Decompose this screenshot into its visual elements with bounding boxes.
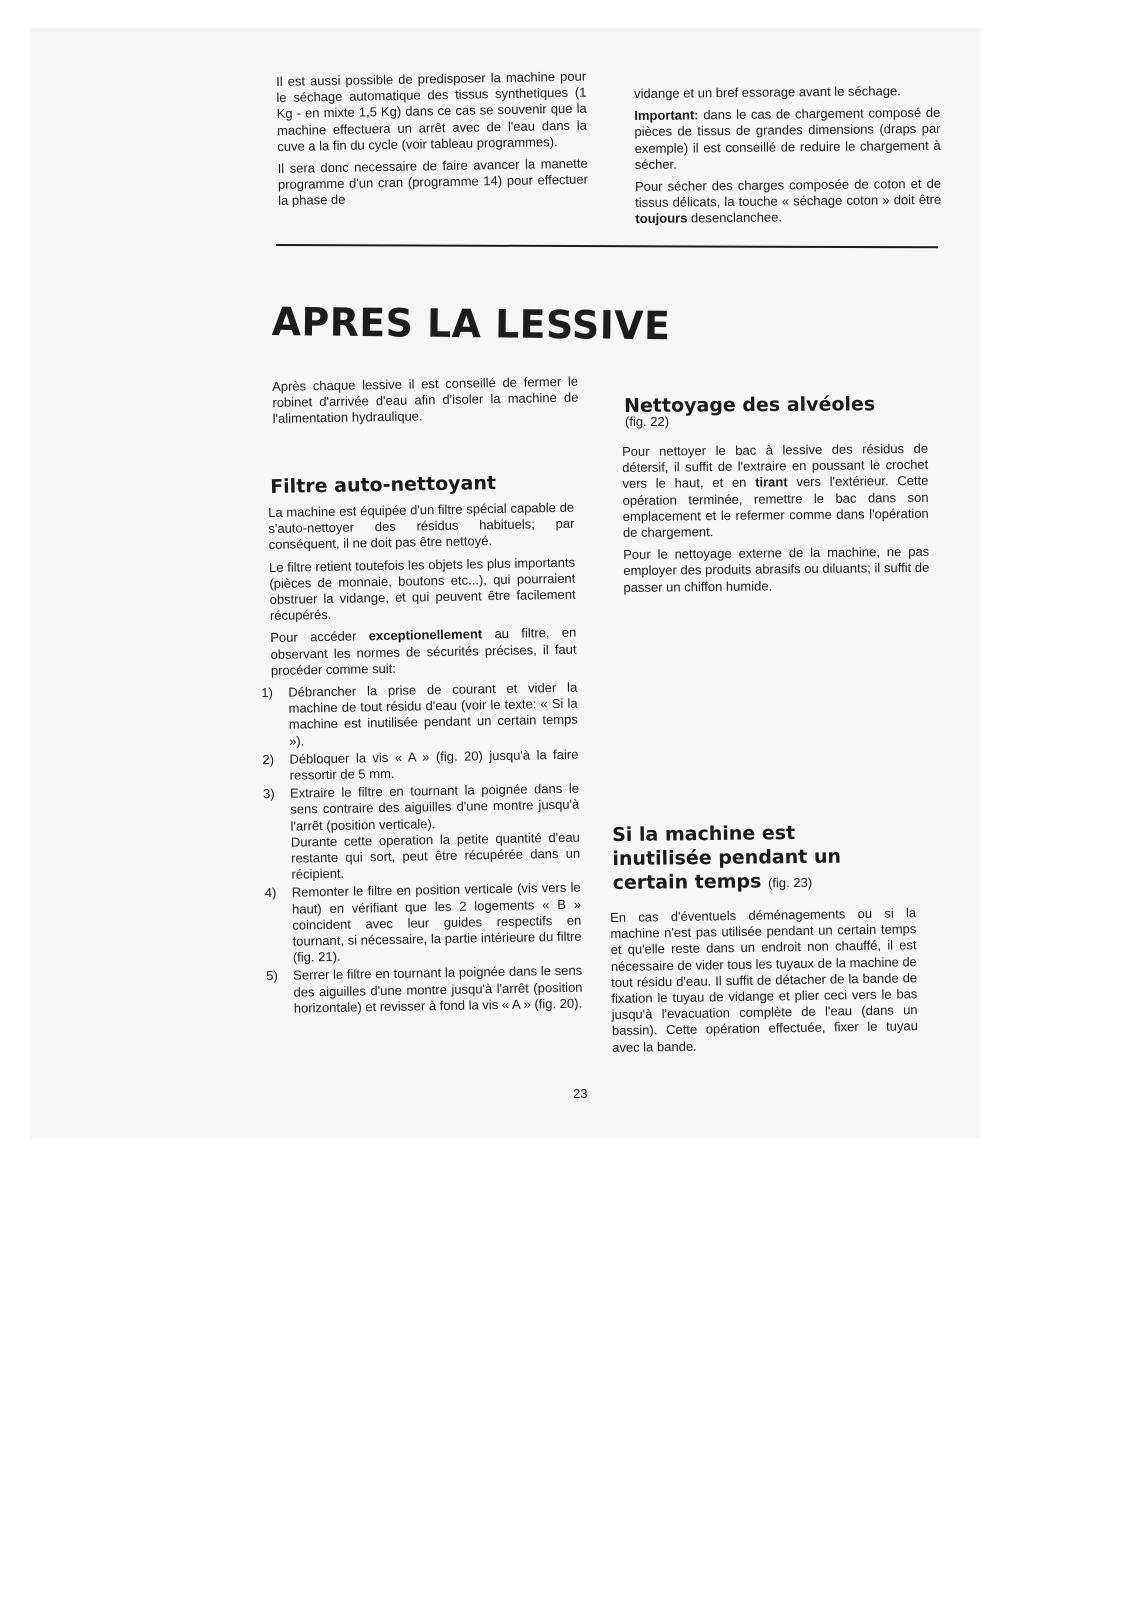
step-text: Remonter le filtre en position verticale (vis vers le haut) en vérifiant que les 2 logements « B » coincident avec leur guides respectifs en tournant, si nécessaire, la partie intérieure du filtre (fig. 21). [291, 880, 582, 965]
list-item [262, 746, 579, 784]
important-paragraph [634, 105, 941, 173]
top-right-paragraph-3 [635, 176, 941, 228]
nettoyage-p1-part-a: Pour nettoyer le bac à lessive des résidus de détersif, il suffit de l'extraire en poussant le crochet vers le haut, et en [622, 440, 929, 492]
filtre-paragraph-2: Le filtre retient toutefois les objets les plus importants (pièces de monnaie, boutons etc...), qui pourraient obstruer la vidange, et qui peuvent être facilement récupérés. [268, 554, 576, 624]
intro-paragraph [272, 374, 579, 434]
nettoyage-paragraph-2: Pour le nettoyage externe de la machine, ne pas employer des produits abrasifs ou diluants; il suffit de passer un chiffon humide. [623, 544, 930, 595]
machine-paragraph-1: En cas d'éventuels déménagements ou si la machine n'est pas utilisée pendant un certain temps et qu'elle reste dans un endroit non chauffé, il est nécessaire de vider tous les tuyaux de la machine de tout résidu d'eau. Il suffit de détacher de la bande de fixation le tuyau de vidange et plier ceci vers le bas jusqu'à l'evacuation complète de l'eau (dans un bassin). Cette opération effectuée, fixer le tuyau avec la bande. [610, 905, 918, 1055]
machine-heading [612, 820, 873, 897]
p3-part-b: desenclanchee. [687, 209, 783, 226]
step-text: Extraire le filtre en tournant la poignée dans le sens contraire des aiguilles d'une montre jusqu'à l'arrêt (position verticale). [289, 780, 580, 834]
nettoyage-p1-part-b: vers l'extérieur. Cette opération terminée, remettre le bac dans son emplacement et le refermer comme dans l'opération de chargement. [622, 473, 929, 541]
nettoyage-paragraph-1 [622, 441, 929, 541]
step-text: Débloquer la vis « A » (fig. 20) jusqu'à la faire ressortir de 5 mm. [289, 746, 579, 783]
top-right-paragraph-1: vidange et un bref essorage avant le séchage. [634, 83, 901, 101]
machine-section [610, 905, 918, 1062]
filtre-steps-list [261, 679, 583, 1017]
step-extra-text: Durante cette operation la petite quantité d'eau restante qui sort, peut être récupérée dans un récipient. [290, 829, 581, 882]
top-left-paragraph-2: Il sera donc necessaire de faire avancer la manette programme d'un cran (programme 14) pour effectuer la phase de [277, 155, 589, 209]
filtre-paragraph-1: La machine est équipée d'un filtre spécial capable de s'auto-nettoyer des résidus habituels; par conséquent, il ne doit pas être nettoyé. [268, 499, 575, 553]
toujours-emphasis: toujours [635, 210, 688, 227]
nettoyage-fig-ref: (fig. 22) [625, 414, 670, 429]
step-number: 4) [264, 885, 277, 901]
section-divider [276, 244, 938, 248]
machine-heading-text: Si la machine est inutilisée pendant un certain temps [612, 822, 842, 894]
nettoyage-section [622, 441, 930, 602]
filtre-heading: Filtre auto-nettoyant [270, 472, 497, 498]
top-right-column [634, 83, 942, 234]
nettoyage-heading: Nettoyage des alvéoles [624, 393, 876, 417]
step-number: 5) [266, 968, 278, 984]
list-item [264, 880, 582, 966]
intro-text: Après chaque lessive il est conseillé de fermer le robinet d'arrivée d'eau afin d'isoler la machine de l'alimentation hydraulique. [272, 373, 579, 427]
step-text: Débrancher la prise de courant et vider la machine de tout résidu d'eau (voir le texte: « Si la machine est inutilisée pendant un certain temps »). [288, 679, 578, 749]
filtre-paragraph-3 [270, 625, 577, 679]
important-lead: Important: [634, 107, 699, 124]
exceptionellement-emphasis: exceptionellement [368, 626, 483, 644]
step-number: 2) [262, 751, 275, 767]
step-text: Serrer le filtre en tournant la poignée dans le sens des aiguilles d'une montre jusqu'à l'arrêt (position horizontale) et revisser à fond la vis « A » (fig. 20). [293, 963, 583, 1016]
page-title: APRES LA LESSIVE [271, 300, 671, 350]
list-item [266, 963, 583, 1017]
machine-fig-ref: (fig. 23) [767, 874, 813, 891]
page-number: 23 [573, 1086, 588, 1101]
filtre-p3-part-a: Pour accéder [270, 628, 369, 646]
step-number: 1) [261, 684, 273, 701]
step-number: 3) [262, 786, 275, 802]
list-item [262, 780, 581, 884]
p3-part-a: Pour sécher des charges composée de coton et de tissus délicats, la touche « séchage coton » doit être [634, 175, 942, 211]
tirant-emphasis: tirant [755, 474, 788, 491]
top-left-column [276, 69, 588, 216]
filtre-p3-part-b: au filtre, en observant les normes de sécurités précises, il faut procéder comme suit: [270, 625, 577, 678]
filtre-section [261, 499, 583, 1019]
top-left-paragraph-1: Il est aussi possible de predisposer la machine pour le séchage automatique des tissus synthetiques (1 Kg - en mixte 1,5 Kg) dans ce cas se souvenir que la machine effectuera un arrêt avec de l'eau dans la cuve a la fin du cycle (voir tableau programmes). [276, 68, 588, 154]
important-body: dans le cas de chargement composé de pièces de tissus de grandes dimensions (draps par exemple) il est conseillé de reduire le chargement à sécher. [634, 104, 941, 172]
list-item [261, 679, 578, 750]
